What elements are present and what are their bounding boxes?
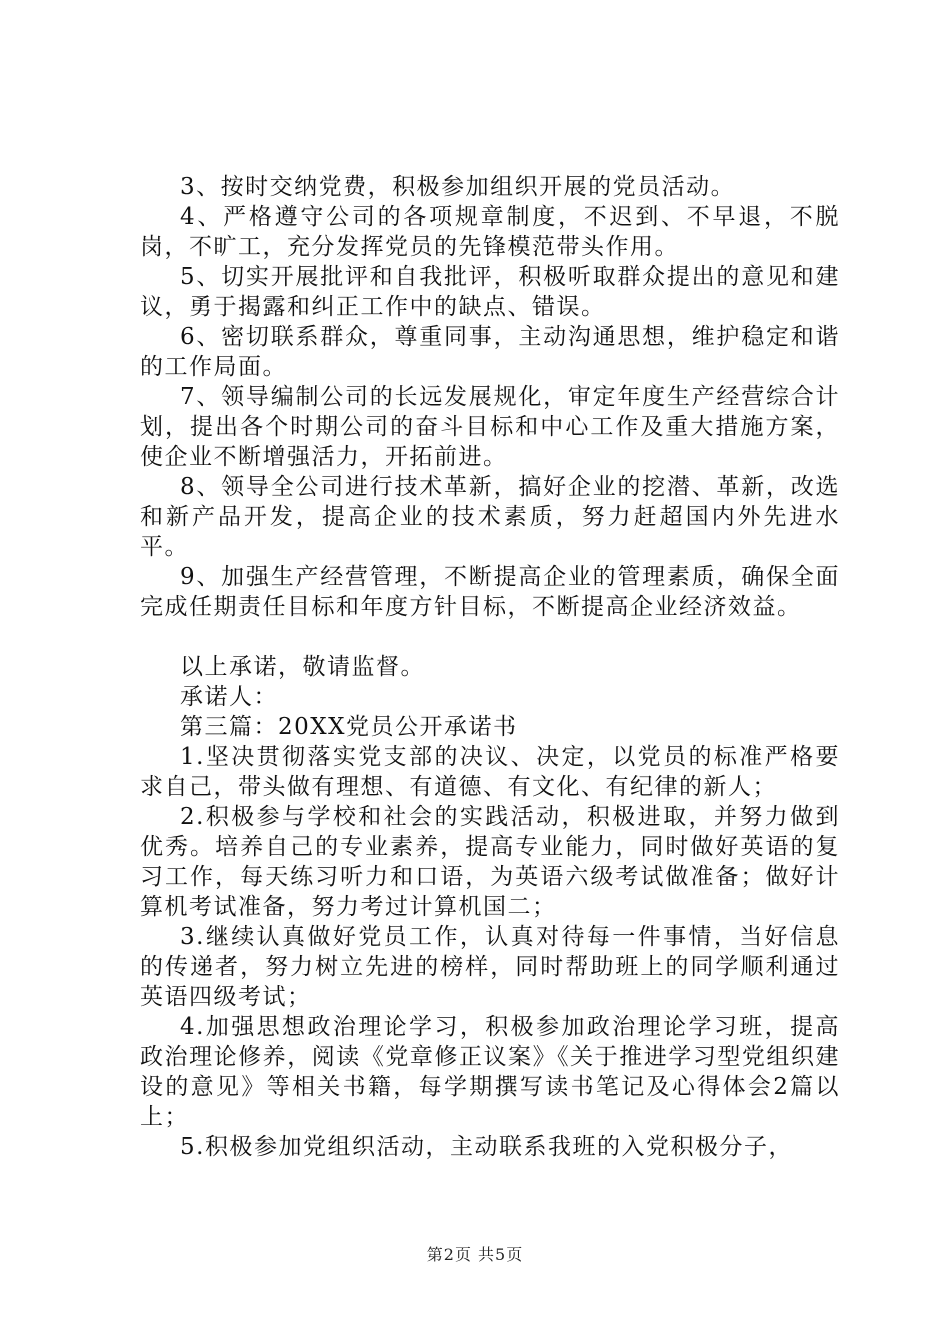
commitment-item-2: 2.积极参与学校和社会的实践活动，积极进取，并努力做到优秀。培养自己的专业素养，提高专业能力，同时做好英语的复习工作，每天练习听力和口语，为英语六级考试做准备；做好计算机考试准备，努力考过计算机国二； (140, 804, 840, 920)
page-number-footer: 第2页 共5页 (426, 1245, 524, 1264)
commitment-item-3: 3.继续认真做好党员工作，认真对待每一件事情，当好信息的传递者，努力树立先进的榜样，同时帮助班上的同学顺利通过英语四级考试； (140, 924, 840, 1010)
paragraph-item-8: 8、领导全公司进行技术革新，搞好企业的挖潜、革新，改选和新产品开发，提高企业的技术素质，努力赶超国内外先进水平。 (140, 474, 840, 560)
paragraph-item-4: 4、严格遵守公司的各项规章制度，不迟到、不早退，不脱岗，不旷工，充分发挥党员的先锋模范带头作用。 (140, 204, 840, 260)
signatory-label: 承诺人： (180, 684, 278, 710)
paragraph-item-7: 7、领导编制公司的长远发展规化，审定年度生产经营综合计划，提出各个时期公司的奋斗目标和中心工作及重大措施方案，使企业不断增强活力，开拓前进。 (140, 384, 840, 470)
commitment-item-5: 5.积极参加党组织活动，主动联系我班的入党积极分子， (180, 1134, 793, 1160)
closing-request: 以上承诺，敬请监督。 (180, 654, 425, 680)
commitment-item-4: 4.加强思想政治理论学习，积极参加政治理论学习班，提高政治理论修养，阅读《党章修正议案》《关于推进学习型党组织建设的意见》等相关书籍，每学期撰写读书笔记及心得体会2篇以上； (140, 1014, 840, 1130)
paragraph-item-6: 6、密切联系群众，尊重同事，主动沟通思想，维护稳定和谐的工作局面。 (140, 324, 840, 380)
paragraph-spacer (140, 622, 840, 652)
paragraph-item-9: 9、加强生产经营管理，不断提高企业的管理素质，确保全面完成任期责任目标和年度方针目标，不断提高企业经济效益。 (140, 564, 840, 620)
commitment-item-1: 1.坚决贯彻落实党支部的决议、决定，以党员的标准严格要求自己，带头做有理想、有道德、有文化、有纪律的新人； (140, 744, 840, 800)
section-heading: 第三篇：20XX党员公开承诺书 (180, 714, 518, 740)
paragraph-item-3: 3、按时交纳党费，积极参加组织开展的党员活动。 (180, 174, 736, 200)
document-body (140, 172, 840, 1162)
paragraph-item-5: 5、切实开展批评和自我批评，积极听取群众提出的意见和建议，勇于揭露和纠正工作中的缺点、错误。 (140, 264, 840, 320)
